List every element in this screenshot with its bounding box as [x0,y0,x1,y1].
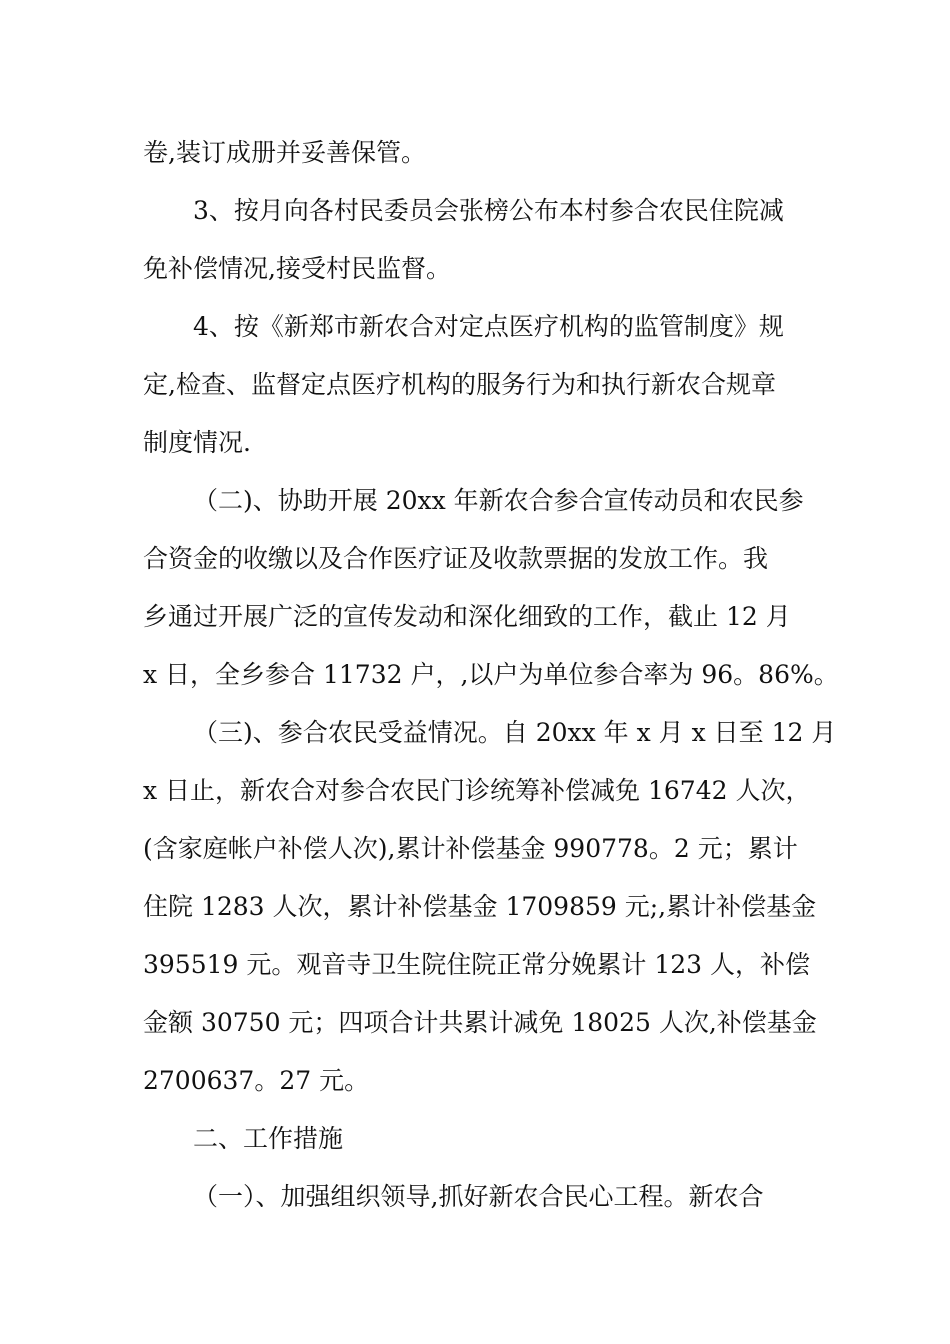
text-line: 2700637。27 元。 [143,1066,370,1095]
text-line: 金额 30750 元；四项合计共累计减免 18025 人次,补偿基金 [143,1008,817,1037]
text-line: 合资金的收缴以及合作医疗证及收款票据的发放工作。我 [143,544,769,573]
text-line: 二、工作措施 [193,1124,344,1153]
text-line: 卷,装订成册并妥善保管。 [143,138,426,167]
text-line: 定,检查、监督定点医疗机构的服务行为和执行新农合规章 [143,370,776,399]
text-line: 制度情况. [143,428,251,457]
paragraph-1 [143,124,810,182]
text-line: 395519 元。观音寺卫生院住院正常分娩累计 123 人，补偿 [143,950,810,979]
text-line: （三)、参合农民受益情况。自 20xx 年 x 月 x 日至 12 月 [193,718,837,747]
paragraph-4 [143,472,839,704]
text-line: (含家庭帐户补偿人次),累计补偿基金 990778。2 元；累计 [143,834,798,863]
paragraph-5 [143,704,837,1110]
text-line: （一）、加强组织领导,抓好新农合民心工程。新农合 [193,1182,764,1211]
text-line: x 日，全乡参合 11732 户，,以户为单位参合率为 96。86%。 [143,660,839,689]
text-line: x 日止，新农合对参合农民门诊统筹补偿减免 16742 人次， [143,776,811,805]
text-line: 住院 1283 人次，累计补偿基金 1709859 元;,累计补偿基金 [143,892,817,921]
text-line: 4、按《新郑市新农合对定点医疗机构的监管制度》规 [193,312,784,341]
text-line: 3、按月向各村民委员会张榜公布本村参合农民住院减 [193,196,784,225]
section-heading [143,1110,810,1168]
paragraph-6 [143,1168,810,1226]
paragraph-2 [143,182,810,298]
paragraph-3 [143,298,810,472]
text-line: 乡通过开展广泛的宣传发动和深化细致的工作，截止 12 月 [143,602,791,631]
text-line: 免补偿情况,接受村民监督。 [143,254,451,283]
text-line: （二)、协助开展 20xx 年新农合参合宣传动员和农民参 [193,486,804,515]
